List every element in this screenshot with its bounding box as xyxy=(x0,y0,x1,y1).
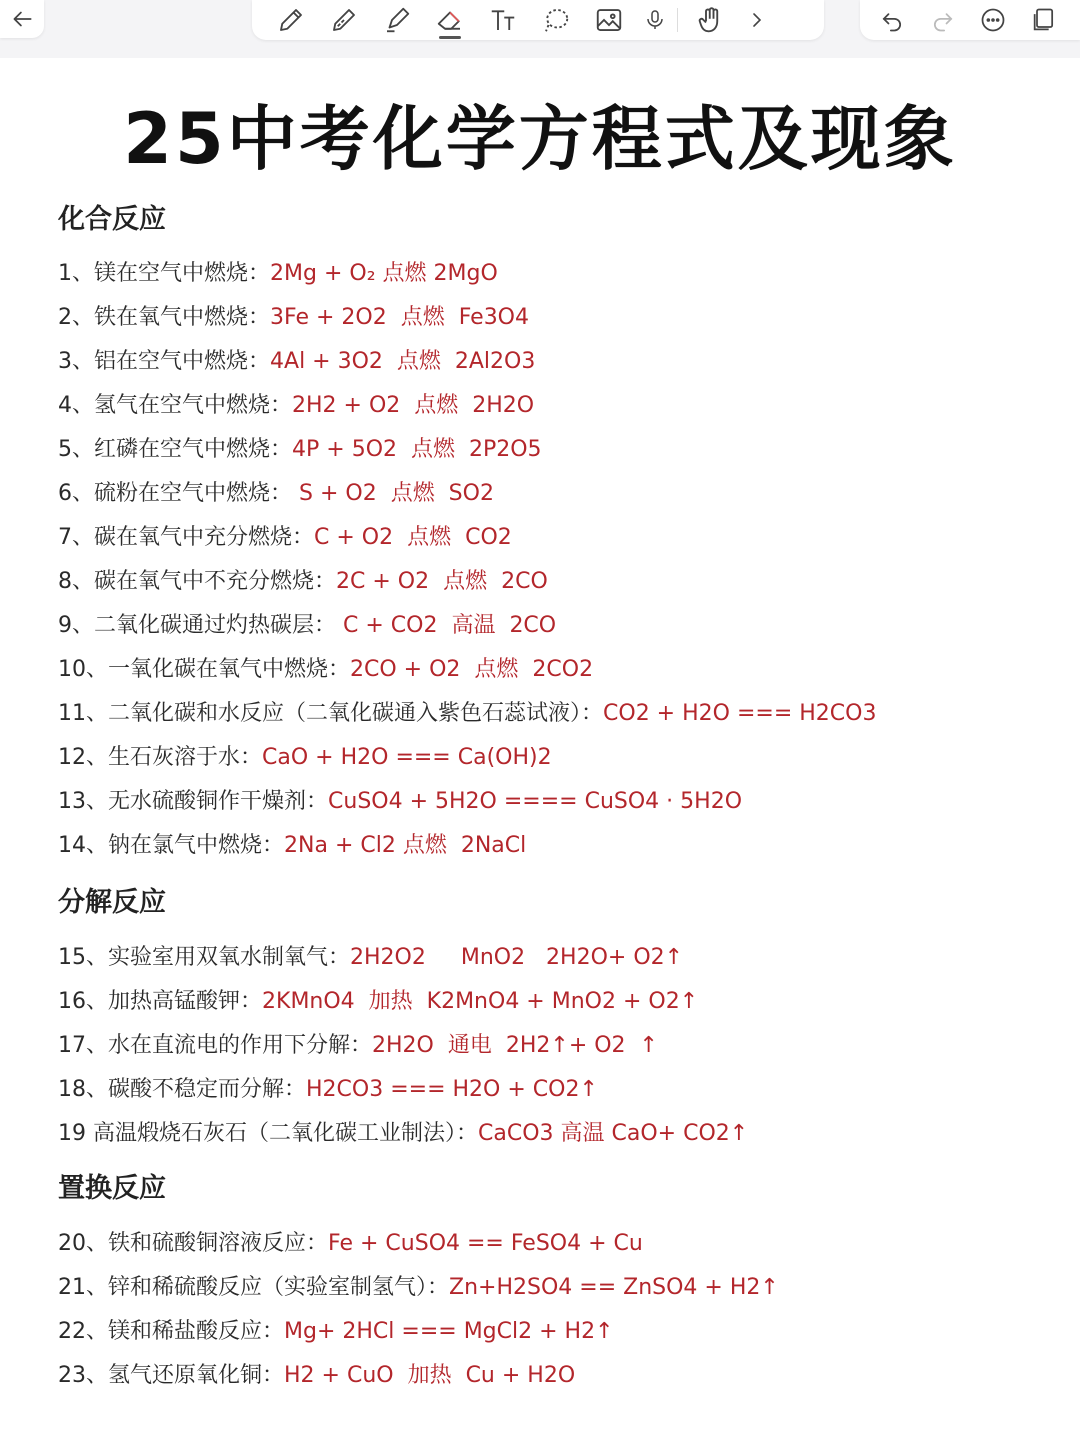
drawing-tools-bar xyxy=(252,0,824,40)
chemical-equation: 3Fe + 2O2 点燃 Fe3O4 xyxy=(270,305,529,330)
chemical-equation: 4P + 5O2 点燃 2P2O5 xyxy=(292,437,542,462)
item-number: 9、 xyxy=(58,613,94,638)
reaction-description: 碳酸不稳定而分解： xyxy=(108,1077,307,1102)
item-number: 14、 xyxy=(58,833,108,858)
item-number: 22、 xyxy=(58,1319,108,1344)
item-number: 8、 xyxy=(58,569,94,594)
equation-item xyxy=(58,742,552,774)
item-number: 5、 xyxy=(58,437,94,462)
equation-item xyxy=(58,478,494,510)
text-icon xyxy=(488,5,518,35)
item-number: 10、 xyxy=(58,657,108,682)
reaction-description: 生石灰溶于水： xyxy=(108,745,263,770)
equation-item xyxy=(58,610,556,642)
reaction-description: 一氧化碳在氧气中燃烧： xyxy=(108,657,351,682)
pencil-icon xyxy=(329,5,359,35)
chemical-equation: CO2 + H2O === H2CO3 xyxy=(603,701,877,726)
chemical-equation: 2Mg + O₂ 点燃 2MgO xyxy=(270,261,498,286)
reaction-description: 二氧化碳和水反应（二氧化碳通入紫色石蕊试液）： xyxy=(108,701,604,726)
chemical-equation: C + O2 点燃 CO2 xyxy=(314,525,512,550)
history-tools-bar xyxy=(860,0,1080,40)
page-title: 25中考化学方程式及现象 xyxy=(123,98,957,180)
item-number: 12、 xyxy=(58,745,108,770)
pen-tool[interactable] xyxy=(272,3,310,37)
section-heading: 分解反应 xyxy=(58,887,166,918)
image-tool[interactable] xyxy=(590,3,628,37)
chemical-equation: 2C + O2 点燃 2CO xyxy=(336,569,548,594)
equation-item xyxy=(58,434,542,466)
item-number: 7、 xyxy=(58,525,94,550)
item-number: 21、 xyxy=(58,1275,108,1300)
eraser-icon xyxy=(435,5,465,35)
more-tools-button[interactable] xyxy=(745,3,769,37)
reaction-description: 镁和稀盐酸反应： xyxy=(108,1319,285,1344)
reaction-description: 二氧化碳通过灼热碳层： xyxy=(94,613,337,638)
reaction-description: 铁和硫酸铜溶液反应： xyxy=(108,1231,329,1256)
item-number: 15、 xyxy=(58,945,108,970)
ellipsis-circle-icon xyxy=(979,6,1007,34)
chemical-equation: C + CO2 高温 2CO xyxy=(336,613,557,638)
redo-button[interactable] xyxy=(929,3,958,37)
hand-icon xyxy=(696,5,726,35)
note-page xyxy=(0,58,1080,1430)
item-number: 4、 xyxy=(58,393,94,418)
chemical-equation: S + O2 点燃 SO2 xyxy=(292,481,494,506)
reaction-description: 铁在氧气中燃烧： xyxy=(94,305,271,330)
lasso-icon xyxy=(541,5,571,35)
chemical-equation: 2CO + O2 点燃 2CO2 xyxy=(350,657,594,682)
item-number: 18、 xyxy=(58,1077,108,1102)
item-number: 17、 xyxy=(58,1033,108,1058)
back-button[interactable] xyxy=(0,0,44,38)
pages-button[interactable] xyxy=(1030,3,1059,37)
chemical-equation: 2H2O2 MnO2 2H2O+ O2↑ xyxy=(350,945,684,970)
section-heading: 置换反应 xyxy=(58,1173,166,1204)
equation-item xyxy=(58,786,742,818)
equation-item xyxy=(58,986,698,1018)
equation-item xyxy=(58,302,529,334)
item-number: 6、 xyxy=(58,481,94,506)
equation-item xyxy=(58,258,498,290)
item-number: 23、 xyxy=(58,1363,108,1388)
highlighter-icon xyxy=(382,5,412,35)
top-toolbar xyxy=(0,0,1080,58)
equation-item xyxy=(58,1316,614,1348)
redo-icon xyxy=(929,6,957,34)
undo-button[interactable] xyxy=(878,3,907,37)
toolbar-divider xyxy=(677,8,678,32)
equation-item xyxy=(58,522,512,554)
chemical-equation: Zn+H2SO4 == ZnSO4 + H2↑ xyxy=(449,1275,779,1300)
equation-item xyxy=(58,390,534,422)
item-number: 11、 xyxy=(58,701,108,726)
pencil-tool[interactable] xyxy=(325,3,363,37)
reaction-description: 碳在氧气中不充分燃烧： xyxy=(94,569,337,594)
section-heading: 化合反应 xyxy=(58,204,166,235)
microphone-icon xyxy=(643,5,667,35)
reaction-description: 氢气在空气中燃烧： xyxy=(94,393,293,418)
equation-item xyxy=(58,1272,779,1304)
equation-item xyxy=(58,346,535,378)
item-number: 3、 xyxy=(58,349,94,374)
more-options-button[interactable] xyxy=(979,3,1008,37)
pen-icon xyxy=(276,5,306,35)
image-icon xyxy=(594,5,624,35)
reaction-description: 氢气还原氧化铜： xyxy=(108,1363,285,1388)
eraser-tool[interactable] xyxy=(431,3,469,37)
reaction-description: 碳在氧气中充分燃烧： xyxy=(94,525,315,550)
hand-tool[interactable] xyxy=(692,3,730,37)
reaction-description: 无水硫酸铜作干燥剂： xyxy=(108,789,329,814)
reaction-description: 高温煅烧石灰石（二氧化碳工业制法）： xyxy=(93,1121,479,1146)
item-number: 19 xyxy=(58,1121,93,1146)
chemical-equation: Fe + CuSO4 == FeSO4 + Cu xyxy=(328,1231,643,1256)
reaction-description: 锌和稀硫酸反应（实验室制氢气）： xyxy=(108,1275,450,1300)
equation-item xyxy=(58,942,683,974)
chemical-equation: CuSO4 + 5H2O ==== CuSO4 · 5H2O xyxy=(328,789,743,814)
equation-item xyxy=(58,654,593,686)
item-number: 20、 xyxy=(58,1231,108,1256)
equation-item xyxy=(58,1360,575,1392)
equation-item xyxy=(58,830,526,862)
item-number: 13、 xyxy=(58,789,108,814)
pages-icon xyxy=(1030,6,1058,34)
lasso-tool[interactable] xyxy=(537,3,575,37)
reaction-description: 加热高锰酸钾： xyxy=(108,989,263,1014)
reaction-description: 水在直流电的作用下分解： xyxy=(108,1033,373,1058)
arrow-left-icon xyxy=(9,6,35,32)
item-number: 2、 xyxy=(58,305,94,330)
highlighter-tool[interactable] xyxy=(378,3,416,37)
reaction-description: 实验室用双氧水制氧气： xyxy=(108,945,351,970)
chemical-equation: H2 + CuO 加热 Cu + H2O xyxy=(284,1363,576,1388)
equation-item xyxy=(58,1228,643,1260)
equation-item xyxy=(58,566,548,598)
undo-icon xyxy=(878,6,906,34)
chemical-equation: CaCO3 高温 CaO+ CO2↑ xyxy=(478,1121,749,1146)
reaction-description: 钠在氯气中燃烧： xyxy=(108,833,285,858)
reaction-description: 红磷在空气中燃烧： xyxy=(94,437,293,462)
reaction-description: 镁在空气中燃烧： xyxy=(94,261,271,286)
equation-item xyxy=(58,1030,658,1062)
item-number: 16、 xyxy=(58,989,108,1014)
equation-item xyxy=(58,1074,598,1106)
text-tool[interactable] xyxy=(484,3,522,37)
chemical-equation: CaO + H2O === Ca(OH)2 xyxy=(262,745,552,770)
chemical-equation: 2H2O 通电 2H2↑+ O2 ↑ xyxy=(372,1033,658,1058)
equation-item xyxy=(58,698,876,730)
chemical-equation: 2Na + Cl2 点燃 2NaCl xyxy=(284,833,527,858)
reaction-description: 铝在空气中燃烧： xyxy=(94,349,271,374)
chemical-equation: Mg+ 2HCl === MgCl2 + H2↑ xyxy=(284,1319,614,1344)
chemical-equation: 2KMnO4 加热 K2MnO4 + MnO2 + O2↑ xyxy=(262,989,699,1014)
equation-item xyxy=(58,1118,748,1150)
reaction-description: 硫粉在空气中燃烧： xyxy=(94,481,293,506)
chevron-right-icon xyxy=(745,5,769,35)
item-number: 1、 xyxy=(58,261,94,286)
chemical-equation: H2CO3 === H2O + CO2↑ xyxy=(306,1077,598,1102)
mic-tool[interactable] xyxy=(643,3,667,37)
chemical-equation: 2H2 + O2 点燃 2H2O xyxy=(292,393,535,418)
chemical-equation: 4Al + 3O2 点燃 2Al2O3 xyxy=(270,349,536,374)
